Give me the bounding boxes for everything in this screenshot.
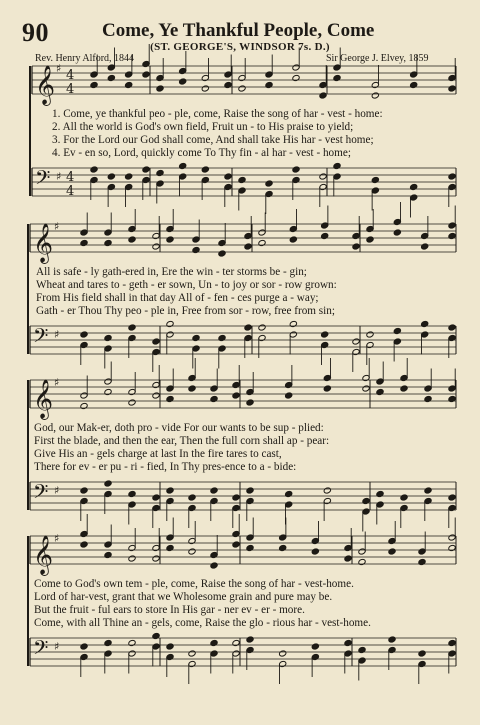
note-head	[179, 162, 187, 169]
note-head	[192, 334, 200, 341]
note-head	[376, 490, 384, 497]
note-head	[166, 643, 174, 650]
note-head	[366, 236, 374, 243]
lyric-line: Gath - er Thou Thy peo - ple in, Free from sor - row, free from sin;	[36, 305, 335, 317]
note-head	[448, 232, 456, 239]
note-head	[246, 487, 254, 494]
music-credit: Sir George J. Elvey, 1859	[326, 53, 429, 64]
note-head	[418, 650, 426, 657]
key-signature-sharp: ♯	[54, 376, 60, 389]
note-head	[232, 392, 240, 399]
note-head	[289, 236, 297, 243]
note-head	[448, 544, 456, 551]
note-head	[142, 71, 150, 78]
note-head	[179, 78, 187, 85]
note-head	[128, 236, 136, 243]
note-head	[152, 392, 160, 399]
note-head	[188, 548, 196, 555]
note-head	[152, 243, 160, 250]
note-head	[80, 402, 88, 409]
note-head	[448, 324, 456, 331]
note-head	[279, 544, 287, 551]
note-head	[258, 324, 266, 331]
note-head	[201, 85, 209, 92]
note-head	[80, 487, 88, 494]
note-head	[410, 81, 418, 88]
note-head	[244, 324, 252, 331]
note-head	[258, 239, 266, 246]
key-signature-sharp: ♯	[56, 62, 62, 75]
note-head	[128, 490, 136, 497]
note-head	[232, 494, 240, 501]
note-head	[362, 385, 370, 392]
note-head	[418, 558, 426, 565]
note-head	[166, 544, 174, 551]
lyric-line: God, our Mak-er, doth pro - vide For our wants to be sup - plied:	[34, 422, 324, 434]
lyric-line: But the fruit - ful ears to store In His gar - ner ev - er - more.	[34, 604, 305, 616]
note-head	[232, 541, 240, 548]
note-head	[323, 487, 331, 494]
note-head	[344, 639, 352, 646]
note-head	[90, 166, 98, 173]
note-head	[104, 480, 112, 487]
note-head	[448, 395, 456, 402]
lyric-line: There for ev - er pu - ri - fied, In Thy pres-ence to a - bide:	[34, 461, 297, 473]
time-signature: 4	[66, 82, 75, 97]
note-head	[218, 250, 226, 257]
lyric-line: First the blade, and then the ear, Then the full corn shall ap - pear:	[34, 435, 330, 447]
note-head	[224, 173, 232, 180]
key-signature-sharp: ♯	[54, 532, 60, 545]
lyric-line: Come to God's own tem - ple, come, Raise the song of har - vest-home.	[34, 578, 354, 590]
note-head	[152, 338, 160, 345]
note-head	[188, 650, 196, 657]
note-head	[285, 392, 293, 399]
hymn-number: 90	[22, 18, 49, 47]
note-head	[333, 162, 341, 169]
lyric-line: All is safe - ly gath-ered in, Ere the win - ter storms be - gin;	[36, 266, 307, 278]
note-head	[246, 636, 254, 643]
lyric-line: Wheat and tares to - geth - er sown, Un - to joy or sor - row grown:	[36, 279, 337, 291]
note-head	[152, 494, 160, 501]
note-head	[279, 650, 287, 657]
note-head	[210, 395, 218, 402]
bass-clef: 𝄢	[33, 324, 49, 352]
time-signature: 4	[66, 170, 75, 185]
note-head	[400, 494, 408, 501]
treble-clef: 𝄞	[33, 223, 54, 263]
note-head	[90, 81, 98, 88]
note-head	[80, 331, 88, 338]
note-head	[128, 555, 136, 562]
note-head	[448, 639, 456, 646]
note-head	[292, 74, 300, 81]
note-head	[104, 334, 112, 341]
note-head	[107, 173, 115, 180]
note-head	[265, 81, 273, 88]
note-head	[80, 239, 88, 246]
lyric-line: From His field shall in that day All of - fen - ces purge a - way;	[36, 292, 319, 304]
note-head	[410, 183, 418, 190]
lyric-line: 1. Come, ye thankful peo - ple, come, Raise the song of har - vest - home:	[52, 108, 383, 120]
note-head	[448, 494, 456, 501]
note-head	[188, 385, 196, 392]
note-head	[371, 176, 379, 183]
note-head	[376, 388, 384, 395]
note-head	[166, 395, 174, 402]
note-head	[352, 338, 360, 345]
note-head	[366, 331, 374, 338]
treble-clef: 𝄞	[35, 65, 56, 105]
note-head	[80, 643, 88, 650]
words-credit: Rev. Henry Alford, 1844	[35, 53, 135, 64]
note-head	[362, 497, 370, 504]
note-head	[358, 646, 366, 653]
treble-clef: 𝄞	[33, 379, 54, 419]
tune-name: (ST. GEORGE'S, WINDSOR 7s. D.)	[150, 41, 330, 53]
note-head	[321, 232, 329, 239]
note-head	[358, 558, 366, 565]
note-head	[192, 246, 200, 253]
note-head	[104, 388, 112, 395]
lyric-line: Give His an - gels charge at last In the fire tares to cast,	[34, 448, 282, 460]
note-head	[156, 169, 164, 176]
note-head	[210, 639, 218, 646]
note-head	[142, 166, 150, 173]
note-head	[371, 92, 379, 99]
note-head	[421, 320, 429, 327]
note-head	[448, 173, 456, 180]
note-head	[238, 176, 246, 183]
lyric-line: 4. Ev - en so, Lord, quickly come To Thy fin - al har - vest - home;	[52, 147, 351, 159]
note-head	[80, 541, 88, 548]
lyric-line: Lord of har-vest, grant that we Wholesome grain and pure may be.	[34, 591, 333, 603]
note-head	[319, 92, 327, 99]
note-head	[311, 548, 319, 555]
note-head	[166, 487, 174, 494]
note-head	[201, 166, 209, 173]
note-head	[104, 239, 112, 246]
key-signature-sharp: ♯	[54, 220, 60, 233]
note-head	[448, 85, 456, 92]
note-head	[246, 399, 254, 406]
note-head	[238, 85, 246, 92]
note-head	[289, 320, 297, 327]
note-head	[232, 639, 240, 646]
note-head	[125, 81, 133, 88]
note-head	[424, 487, 432, 494]
key-signature-sharp: ♯	[56, 170, 62, 183]
note-head	[246, 544, 254, 551]
note-head	[128, 324, 136, 331]
note-head	[152, 555, 160, 562]
lyric-line: 3. For the Lord our God shall come, And shall take His har - vest home;	[52, 134, 374, 146]
key-signature-sharp: ♯	[54, 484, 60, 497]
key-signature-sharp: ♯	[54, 640, 60, 653]
note-head	[210, 487, 218, 494]
note-head	[188, 494, 196, 501]
note-head	[104, 551, 112, 558]
note-head	[218, 334, 226, 341]
key-signature-sharp: ♯	[54, 328, 60, 341]
note-head	[323, 385, 331, 392]
note-head	[125, 173, 133, 180]
note-head	[393, 229, 401, 236]
hymn-title: Come, Ye Thankful People, Come	[102, 20, 375, 41]
note-head	[224, 81, 232, 88]
note-head	[285, 490, 293, 497]
note-head	[344, 555, 352, 562]
note-head	[319, 173, 327, 180]
note-head	[421, 243, 429, 250]
note-head	[107, 74, 115, 81]
time-signature: 4	[66, 184, 75, 199]
note-head	[210, 562, 218, 569]
note-head	[352, 243, 360, 250]
note-head	[321, 331, 329, 338]
note-head	[166, 236, 174, 243]
note-head	[128, 399, 136, 406]
note-head	[393, 327, 401, 334]
note-head	[292, 166, 300, 173]
note-head	[388, 548, 396, 555]
note-head	[152, 632, 160, 639]
note-head	[400, 385, 408, 392]
bass-clef: 𝄢	[35, 166, 51, 194]
note-head	[311, 643, 319, 650]
note-head	[156, 85, 164, 92]
note-head	[244, 243, 252, 250]
lyric-line: Come, with all Thine an - gels, come, Raise the glo - rious har - vest-home.	[34, 617, 371, 629]
note-head	[104, 639, 112, 646]
note-head	[128, 639, 136, 646]
lyric-line: 2. All the world is God's own field, Fruit un - to His praise to yield;	[52, 121, 354, 133]
note-head	[333, 74, 341, 81]
treble-clef: 𝄞	[33, 535, 54, 575]
note-head	[424, 395, 432, 402]
note-head	[265, 180, 273, 187]
time-signature: 4	[66, 68, 75, 83]
note-head	[166, 320, 174, 327]
bass-clef: 𝄢	[33, 480, 49, 508]
bass-clef: 𝄢	[33, 636, 49, 664]
note-head	[388, 636, 396, 643]
